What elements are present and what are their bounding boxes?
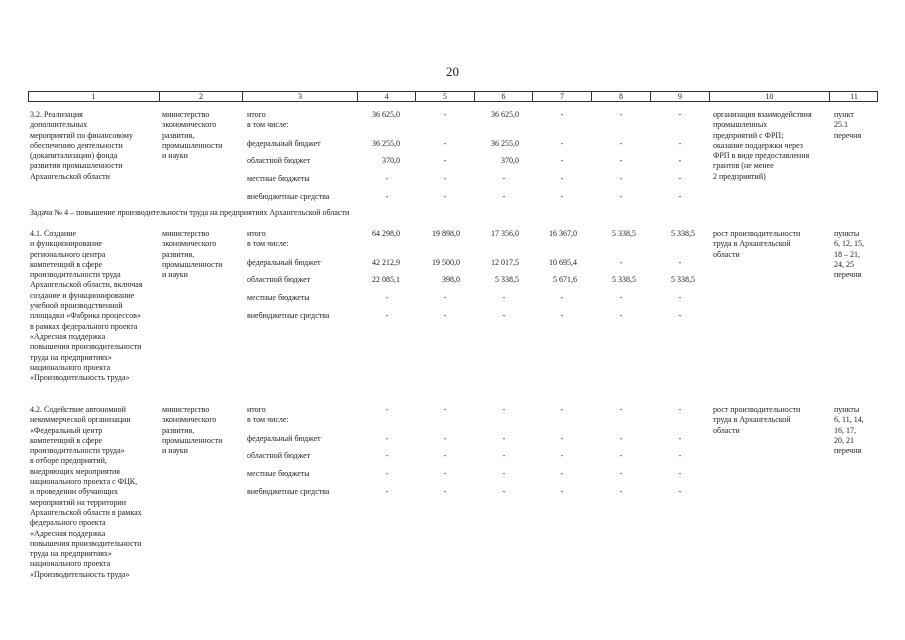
funding-source: внебюджетные средства	[247, 192, 330, 201]
funding-value: -	[560, 469, 564, 478]
header-col-1: 1	[28, 91, 160, 102]
executor: министерство экономического развития, промышленности и науки	[162, 110, 223, 161]
funding-value: 36 625,0	[491, 110, 519, 119]
header-col-10: 10	[710, 91, 830, 102]
funding-value: -	[385, 192, 389, 201]
funding-value: -	[678, 487, 682, 496]
funding-value: -	[502, 293, 506, 302]
funding-value: -	[619, 469, 623, 478]
funding-value: -	[619, 174, 623, 183]
funding-value: -	[502, 311, 506, 320]
measure-name: 4.2. Содействие автономной некоммерческой организации «Федеральный центр компетенций в сфере производительности труда» в отборе предприятий, внедряющих мероприятия национального проекта с ФЦК, и проведении обучающих мероприятий на территории Архангельской области в рамках федерального проекта «Адресная поддержка повышения производительности труда на предприятиях» национального проекта «Производительность труда»	[30, 405, 142, 579]
funding-source: федеральный бюджет	[247, 139, 321, 148]
funding-source: областной бюджет	[247, 451, 311, 460]
funding-value: 36 255,0	[372, 139, 400, 148]
funding-value: 370,0	[382, 156, 400, 165]
header-col-7: 7	[533, 91, 592, 102]
funding-value: -	[385, 174, 389, 183]
funding-value: -	[619, 405, 623, 414]
funding-value: -	[678, 258, 682, 267]
header-col-8: 8	[592, 91, 651, 102]
funding-value: -	[678, 156, 682, 165]
funding-value: -	[560, 174, 564, 183]
funding-value: -	[619, 139, 623, 148]
funding-source: местные бюджеты	[247, 174, 310, 183]
funding-value: -	[385, 434, 389, 443]
funding-value: -	[678, 174, 682, 183]
funding-value: -	[678, 311, 682, 320]
funding-source: местные бюджеты	[247, 293, 310, 302]
funding-value: -	[560, 192, 564, 201]
funding-value: -	[560, 451, 564, 460]
funding-value: -	[443, 434, 447, 443]
funding-source: итого в том числе:	[247, 405, 289, 425]
expected-result: рост производительности труда в Архангельской области	[713, 229, 801, 259]
funding-source: федеральный бюджет	[247, 434, 321, 443]
funding-value: -	[619, 293, 623, 302]
funding-value: -	[443, 156, 447, 165]
funding-value: 16 367,0	[549, 229, 577, 238]
funding-value: 5 338,5	[671, 275, 695, 284]
funding-value: -	[619, 487, 623, 496]
funding-value: -	[385, 487, 389, 496]
expected-result: рост производительности труда в Архангельской области	[713, 405, 801, 435]
funding-value: 12 017,5	[491, 258, 519, 267]
funding-value: -	[502, 451, 506, 460]
funding-value: -	[560, 156, 564, 165]
table-header-row	[28, 91, 878, 102]
header-col-11: 11	[850, 92, 858, 101]
funding-value: -	[443, 110, 447, 119]
header-col-6: 6	[475, 91, 533, 102]
funding-value: -	[443, 311, 447, 320]
funding-value: -	[502, 469, 506, 478]
header-col-2: 2	[160, 91, 243, 102]
funding-value: -	[619, 156, 623, 165]
funding-value: -	[619, 451, 623, 460]
funding-value: -	[678, 110, 682, 119]
funding-value: -	[443, 487, 447, 496]
measure-name: 3.2. Реализация дополнительных мероприятий по финансовому обеспечению деятельности (докапитализации) фонда развития промышленности Архангельской области	[30, 110, 133, 181]
funding-value: -	[619, 110, 623, 119]
funding-value: -	[502, 192, 506, 201]
funding-value: -	[678, 293, 682, 302]
funding-value: -	[678, 192, 682, 201]
header-col-4: 4	[358, 91, 416, 102]
funding-value: 64 298,0	[372, 229, 400, 238]
funding-source: местные бюджеты	[247, 469, 310, 478]
funding-value: 370,0	[501, 156, 519, 165]
funding-source: внебюджетные средства	[247, 487, 330, 496]
executor: министерство экономического развития, промышленности и науки	[162, 229, 223, 280]
funding-value: 42 212,9	[372, 258, 400, 267]
task-heading: Задача № 4 – повышение производительности труда на предприятиях Архангельской области	[30, 208, 350, 217]
funding-value: -	[619, 192, 623, 201]
funding-value: 36 625,0	[372, 110, 400, 119]
funding-source: итого в том числе:	[247, 110, 289, 130]
funding-value: -	[678, 434, 682, 443]
funding-value: 19 500,0	[432, 258, 460, 267]
funding-value: -	[502, 174, 506, 183]
header-col-5: 5	[416, 91, 475, 102]
funding-source: итого в том числе:	[247, 229, 289, 249]
plan-points: пункты 6, 12, 15, 18 – 21, 24, 25 перечня	[834, 229, 864, 280]
funding-value: -	[678, 139, 682, 148]
funding-value: 5 338,5	[612, 229, 636, 238]
funding-value: -	[502, 434, 506, 443]
funding-value: -	[385, 451, 389, 460]
funding-value: -	[443, 451, 447, 460]
funding-value: 5 338,5	[495, 275, 519, 284]
funding-value: -	[443, 405, 447, 414]
funding-value: -	[443, 174, 447, 183]
funding-value: -	[619, 258, 623, 267]
funding-value: -	[443, 293, 447, 302]
funding-value: -	[678, 451, 682, 460]
funding-value: 22 085,1	[372, 275, 400, 284]
funding-value: -	[619, 311, 623, 320]
funding-value: -	[385, 293, 389, 302]
funding-source: внебюджетные средства	[247, 311, 330, 320]
funding-source: областной бюджет	[247, 156, 311, 165]
funding-value: -	[560, 487, 564, 496]
funding-value: 5 338,5	[671, 229, 695, 238]
funding-value: -	[560, 293, 564, 302]
header-col-9: 9	[651, 91, 710, 102]
plan-points: пункт 25.1 перечня	[834, 110, 862, 140]
funding-value: -	[502, 405, 506, 414]
funding-value: 36 255,0	[491, 139, 519, 148]
funding-value: 19 898,0	[432, 229, 460, 238]
funding-value: -	[385, 469, 389, 478]
funding-value: 5 671,6	[553, 275, 577, 284]
header-col-3: 3	[243, 91, 358, 102]
plan-points: пункты 6, 11, 14, 16, 17, 20, 21 перечня	[834, 405, 864, 456]
expected-result: организация взаимодействия промышленных предприятий с ФРП; оказание поддержки через ФРП в виде предоставления грантов (не менее 2 предприятий)	[713, 110, 812, 181]
funding-value: -	[560, 139, 564, 148]
funding-value: -	[619, 434, 623, 443]
measure-name: 4.1. Создание и функционирование регионального центра компетенций в сфере производительности труда Архангельской области, включая создание и функционирование учебной производственной площадки «Фабрика процессов» в рамках федерального проекта «Адресная поддержка повышения производительности труда на предприятиях» национального проекта «Производительность труда»	[30, 229, 143, 383]
funding-source: федеральный бюджет	[247, 258, 321, 267]
funding-value: -	[385, 405, 389, 414]
funding-value: -	[443, 139, 447, 148]
funding-source: областной бюджет	[247, 275, 311, 284]
funding-value: 398,0	[442, 275, 460, 284]
page-number: 20	[446, 64, 459, 79]
funding-value: -	[560, 405, 564, 414]
executor: министерство экономического развития, промышленности и науки	[162, 405, 223, 456]
funding-value: -	[560, 311, 564, 320]
funding-value: -	[678, 405, 682, 414]
funding-value: 17 356,0	[491, 229, 519, 238]
funding-value: -	[560, 434, 564, 443]
funding-value: -	[678, 469, 682, 478]
funding-value: 5 338,5	[612, 275, 636, 284]
funding-value: -	[443, 469, 447, 478]
funding-value: -	[385, 311, 389, 320]
funding-value: -	[560, 110, 564, 119]
funding-value: -	[502, 487, 506, 496]
funding-value: 10 695,4	[549, 258, 577, 267]
funding-value: -	[443, 192, 447, 201]
